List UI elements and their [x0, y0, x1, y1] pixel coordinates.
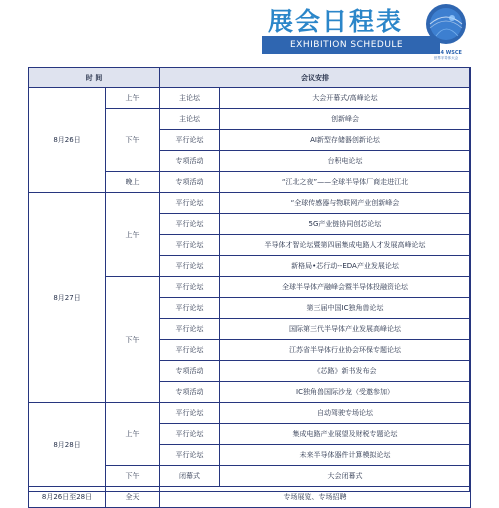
type-cell: 专项活动 — [160, 151, 220, 172]
page-subtitle: EXHIBITION SCHEDULE — [262, 36, 440, 54]
title-cell: 第三届中国IC独角兽论坛 — [220, 298, 471, 319]
period-cell: 全天 — [106, 487, 160, 508]
title-cell: 台积电论坛 — [220, 151, 471, 172]
title-cell: 未来半导体器件计算模拟论坛 — [220, 445, 471, 466]
title-cell: 大会开幕式/高峰论坛 — [220, 88, 471, 109]
period-cell: 上午 — [106, 88, 160, 109]
table-row — [29, 88, 471, 109]
table-row — [29, 403, 471, 424]
period-cell: 晚上 — [106, 172, 160, 193]
period-cell: 下午 — [106, 277, 160, 403]
type-cell: 主论坛 — [160, 109, 220, 130]
title-cell: 集成电路产业展望及财税专题论坛 — [220, 424, 471, 445]
period-cell: 上午 — [106, 403, 160, 466]
type-cell: 平行论坛 — [160, 256, 220, 277]
title-cell: 创新峰会 — [220, 109, 471, 130]
type-cell: 专项活动 — [160, 382, 220, 403]
period-cell: 上午 — [106, 193, 160, 277]
date-cell: 8月26日至28日 — [29, 487, 106, 508]
table-header-row — [29, 68, 471, 88]
type-cell: 专项活动 — [160, 361, 220, 382]
table-row — [29, 487, 471, 508]
date-cell: 8月27日 — [29, 193, 106, 403]
title-cell: “全球传感器与物联网产业创新峰会 — [220, 193, 471, 214]
type-cell: 平行论坛 — [160, 130, 220, 151]
date-cell: 8月28日 — [29, 403, 106, 487]
date-cell: 8月26日 — [29, 88, 106, 193]
type-cell: 平行论坛 — [160, 403, 220, 424]
title-cell: “江北之夜”——全球半导体厂商走进江北 — [220, 172, 471, 193]
title-cell: 全球半导体产融峰会暨半导体投融资论坛 — [220, 277, 471, 298]
type-cell: 平行论坛 — [160, 319, 220, 340]
page-header — [0, 0, 499, 58]
period-cell: 下午 — [106, 109, 160, 172]
logo-text: 2024 WSCE — [430, 50, 462, 56]
schedule-table — [28, 67, 471, 508]
title-cell: 专场展览、专场招聘 — [160, 487, 471, 508]
type-cell: 平行论坛 — [160, 424, 220, 445]
title-cell: 大会闭幕式 — [220, 466, 471, 487]
type-cell: 平行论坛 — [160, 235, 220, 256]
wsce-logo-icon — [418, 2, 474, 50]
title-cell: 5G产业链协同创芯论坛 — [220, 214, 471, 235]
table-row — [29, 193, 471, 214]
type-cell: 平行论坛 — [160, 214, 220, 235]
type-cell: 平行论坛 — [160, 277, 220, 298]
title-cell: 自动驾驶专场论坛 — [220, 403, 471, 424]
type-cell: 专项活动 — [160, 172, 220, 193]
type-cell: 平行论坛 — [160, 193, 220, 214]
title-cell: 《芯路》新书发布会 — [220, 361, 471, 382]
type-cell: 平行论坛 — [160, 298, 220, 319]
title-cell: IC独角兽国际沙龙（受邀参加） — [220, 382, 471, 403]
logo-subtext: 世界半导体大会 — [433, 56, 459, 60]
period-cell: 下午 — [106, 466, 160, 487]
title-cell: 江苏省半导体行业协会环保专题论坛 — [220, 340, 471, 361]
title-cell: 半导体才智论坛暨第四届集成电路人才发展高峰论坛 — [220, 235, 471, 256]
title-cell: AI新型存储器创新论坛 — [220, 130, 471, 151]
header-agenda: 会议安排 — [160, 68, 471, 88]
page-title: 展会日程表 — [268, 7, 404, 36]
type-cell: 闭幕式 — [160, 466, 220, 487]
type-cell: 平行论坛 — [160, 340, 220, 361]
title-cell: 国际第三代半导体产业发展高峰论坛 — [220, 319, 471, 340]
header-time: 时 间 — [29, 68, 160, 88]
type-cell: 主论坛 — [160, 88, 220, 109]
title-cell: 新格局•芯行动--EDA产业发展论坛 — [220, 256, 471, 277]
type-cell: 平行论坛 — [160, 445, 220, 466]
